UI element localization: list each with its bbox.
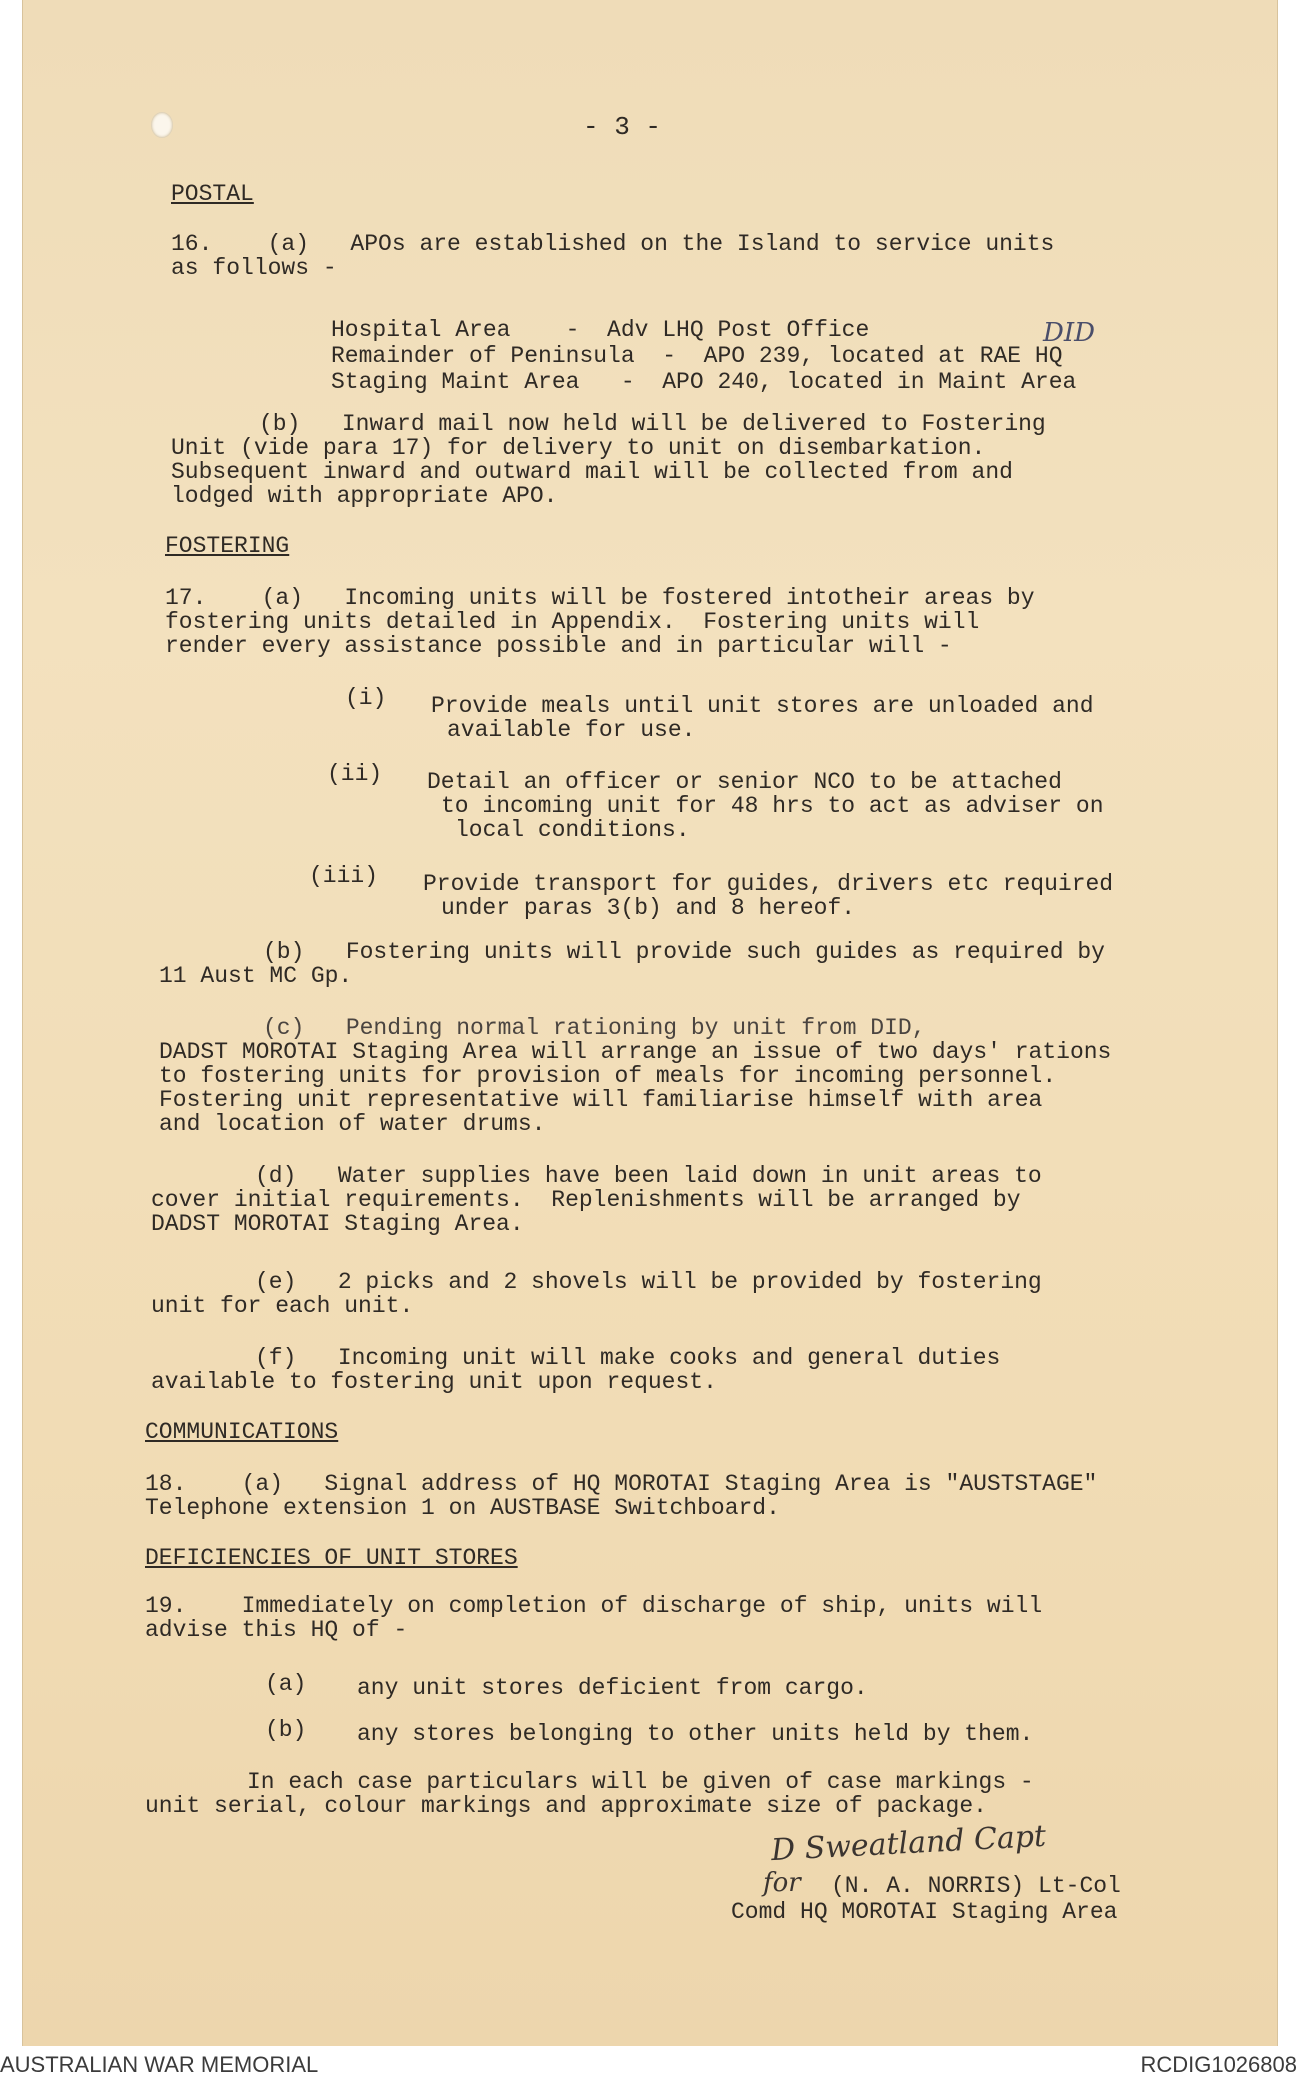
apo-hospital-area: Hospital Area - Adv LHQ Post Office (331, 317, 870, 343)
para17-i-line1: Provide meals until unit stores are unloaded and (431, 693, 1094, 719)
para18-line2: Telephone extension 1 on AUSTBASE Switchboard. (145, 1495, 780, 1521)
para17-c-line4: and location of water drums. (159, 1111, 546, 1137)
para17-ii-number: (ii) (327, 761, 383, 787)
para19-closing-line2: unit serial, colour markings and approximate size of package. (145, 1793, 987, 1819)
para17-i-number: (i) (345, 685, 387, 711)
para17-c-line1b: DADST MOROTAI Staging Area will arrange an issue of two days' rations (159, 1039, 1112, 1065)
section-heading-deficiencies: DEFICIENCIES OF UNIT STORES (145, 1545, 518, 1571)
section-heading-communications: COMMUNICATIONS (145, 1419, 339, 1445)
para17-a-line2: fostering units detailed in Appendix. Fostering units will (165, 609, 980, 635)
para17-iii-line1: Provide transport for guides, drivers etc required (423, 871, 1114, 897)
para17-d-line1: (d) Water supplies have been laid down in unit areas to (255, 1163, 1042, 1189)
para17-b-line1: (b) Fostering units will provide such guides as required by (263, 939, 1105, 965)
signatory-name: (N. A. NORRIS) Lt-Col (831, 1873, 1121, 1899)
para16-b-line3: Subsequent inward and outward mail will be collected from and (171, 459, 1013, 485)
apo-remainder-peninsula: Remainder of Peninsula - APO 239, located at RAE HQ (331, 343, 1063, 369)
para16-a-line2: as follows - (171, 255, 337, 281)
signatory-title: Comd HQ MOROTAI Staging Area (731, 1899, 1118, 1925)
para16-a-line1: 16. (a) APOs are established on the Island to service units (171, 231, 1055, 257)
para17-ii-line1: Detail an officer or senior NCO to be attached (427, 769, 1062, 795)
para17-f-line2: available to fostering unit upon request. (151, 1369, 717, 1395)
para17-f-line1: (f) Incoming unit will make cooks and general duties (255, 1345, 1001, 1371)
para17-b-line2: 11 Aust MC Gp. (159, 963, 353, 989)
section-heading-postal: POSTAL (171, 181, 254, 207)
para17-c-line1: (c) Pending normal rationing by unit from DID, (263, 1015, 926, 1041)
punch-hole (151, 112, 173, 138)
para17-d-line3: DADST MOROTAI Staging Area. (151, 1211, 524, 1237)
para16-b-line4: lodged with appropriate APO. (171, 483, 558, 509)
para17-iii-number: (iii) (309, 863, 379, 889)
handwritten-did-note: DID (1043, 318, 1095, 348)
para17-iii-line2: under paras 3(b) and 8 hereof. (441, 895, 856, 921)
para19-line1: 19. Immediately on completion of discharge of ship, units will (145, 1593, 1043, 1619)
handwritten-signature: D Sweatland Capt (770, 1818, 1047, 1869)
signature-for: for (763, 1868, 801, 1898)
para19-line2: advise this HQ of - (145, 1617, 408, 1643)
para17-e-line1: (e) 2 picks and 2 shovels will be provided by fostering (255, 1269, 1042, 1295)
footer-record-id: RCDIG1026808 (1140, 2052, 1297, 2077)
para17-i-line2: available for use. (447, 717, 696, 743)
apo-staging-maint: Staging Maint Area - APO 240, located in Maint Area (331, 369, 1077, 395)
para17-ii-line2: to incoming unit for 48 hrs to act as adviser on (441, 793, 1104, 819)
para19-b-text: any stores belonging to other units held by them. (357, 1721, 1034, 1747)
para19-a-text: any unit stores deficient from cargo. (357, 1675, 868, 1701)
para17-e-line2: unit for each unit. (151, 1293, 414, 1319)
para17-d-line2: cover initial requirements. Replenishments will be arranged by (151, 1187, 1021, 1213)
para19-b-number: (b) (265, 1717, 307, 1743)
para17-c-line2: to fostering units for provision of meals for incoming personnel. (159, 1063, 1057, 1089)
para19-closing-line1: In each case particulars will be given of case markings - (247, 1769, 1034, 1795)
para16-b-line1: (b) Inward mail now held will be delivered to Fostering (259, 411, 1046, 437)
para19-a-number: (a) (265, 1671, 307, 1697)
para17-a-line1: 17. (a) Incoming units will be fostered intotheir areas by (165, 585, 1035, 611)
para18-line1: 18. (a) Signal address of HQ MOROTAI Staging Area is "AUSTSTAGE" (145, 1471, 1098, 1497)
page-number: - 3 - (583, 112, 662, 142)
section-heading-fostering: FOSTERING (165, 533, 290, 559)
footer-archive-name: AUSTRALIAN WAR MEMORIAL (0, 2052, 319, 2077)
para17-c-line3: Fostering unit representative will familiarise himself with area (159, 1087, 1043, 1113)
para16-b-line2: Unit (vide para 17) for delivery to unit on disembarkation. (171, 435, 986, 461)
para17-ii-line3: local conditions. (455, 817, 690, 843)
para17-a-line3: render every assistance possible and in particular will - (165, 633, 952, 659)
document-page (22, 0, 1278, 2046)
